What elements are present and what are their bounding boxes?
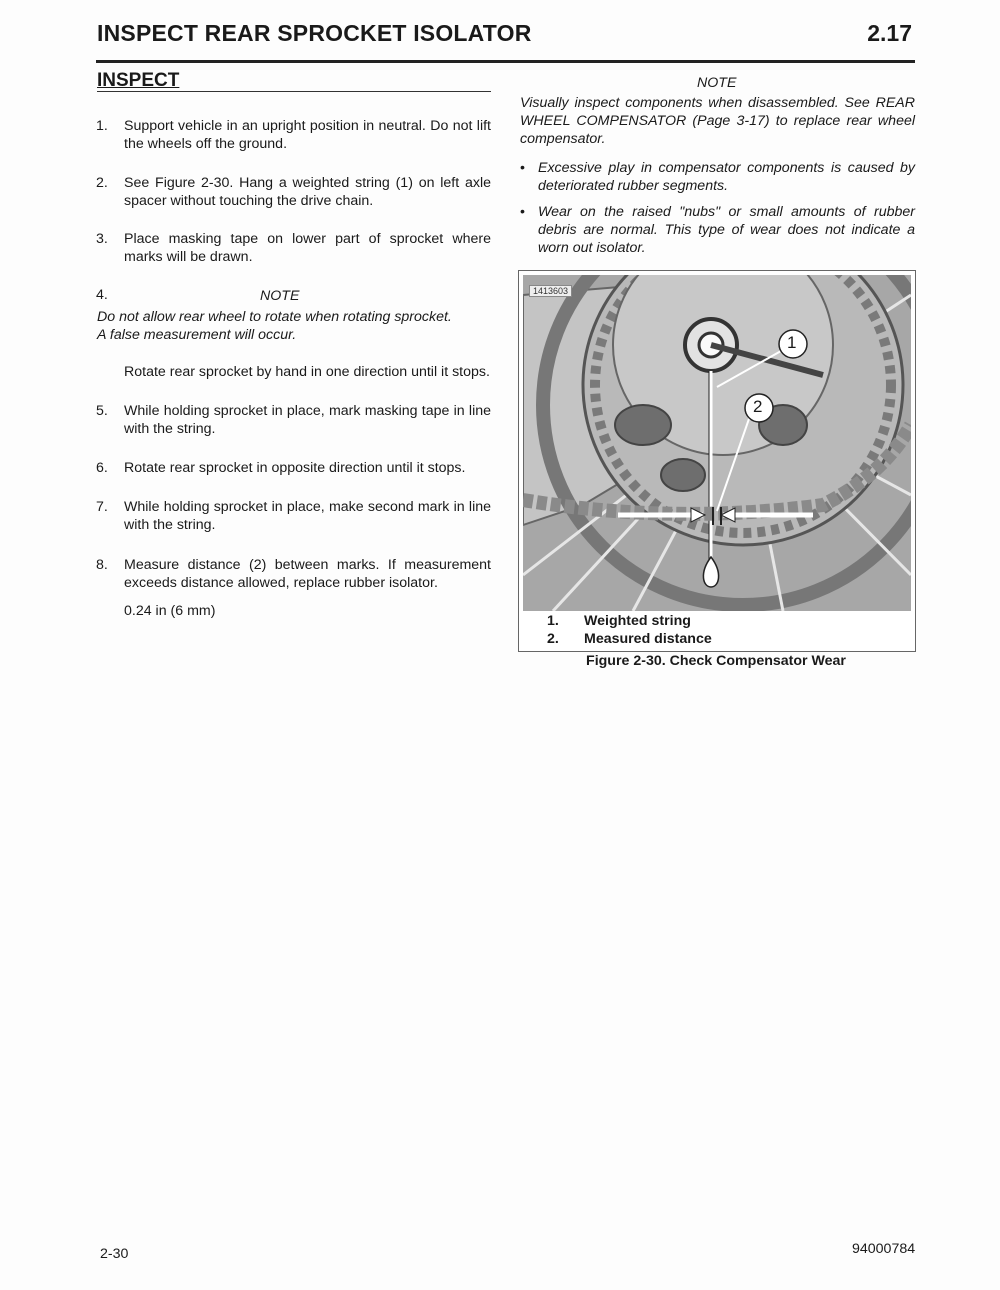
note-line: A false measurement will occur. (97, 327, 297, 343)
step-number: 5. (96, 403, 108, 419)
list-item (96, 117, 491, 153)
page-title: INSPECT REAR SPROCKET ISOLATOR (97, 20, 532, 46)
legend-number: 2. (547, 631, 559, 647)
list-item (96, 174, 491, 210)
figure-caption: Figure 2-30. Check Compensator Wear (586, 653, 846, 669)
section-number: 2.17 (867, 20, 912, 46)
callout-2: 2 (753, 397, 763, 416)
bullet-icon: • (520, 160, 525, 176)
page-number: 2-30 (100, 1246, 129, 1262)
step-text: Place masking tape on lower part of sprocket where marks will be drawn. (124, 231, 491, 265)
list-item (96, 402, 491, 438)
step-number: 6. (96, 460, 108, 476)
list-item (96, 556, 491, 592)
section-divider (97, 91, 491, 92)
step-number: 2. (96, 175, 108, 191)
list-item (520, 203, 915, 257)
callout-1: 1 (787, 333, 797, 352)
step-number: 8. (96, 557, 108, 573)
step-text: Rotate rear sprocket by hand in one direction until it stops. (124, 364, 490, 380)
bullet-text: Excessive play in compensator components is caused by deteriorated rubber segments. (538, 160, 915, 194)
legend-label: Measured distance (584, 631, 712, 647)
step-text: Measure distance (2) between marks. If measurement exceeds distance allowed, replace rubber isolator. (124, 557, 491, 591)
step-number: 3. (96, 231, 108, 247)
list-item (520, 159, 915, 195)
note-text (97, 308, 497, 344)
note-heading: NOTE (260, 288, 300, 304)
step-text: Support vehicle in an upright position in neutral. Do not lift the wheels off the ground. (124, 118, 491, 152)
figure-illustration (523, 275, 911, 611)
list-item (96, 230, 491, 266)
spec-value: 0.24 in (6 mm) (124, 603, 216, 619)
figure (518, 270, 916, 652)
document-number: 94000784 (852, 1241, 916, 1257)
note-text: Visually inspect components when disassembled. See REAR WHEEL COMPENSATOR (Page 3-17) to replace rear wheel compensator. (520, 95, 915, 147)
bullet-icon: • (520, 204, 525, 220)
legend-label: Weighted string (584, 613, 691, 629)
image-id: 1413603 (529, 285, 572, 297)
step-text: While holding sprocket in place, mark masking tape in line with the string. (124, 403, 491, 437)
note-line: Do not allow rear wheel to rotate when rotating sprocket. (97, 309, 452, 325)
step-number: 7. (96, 499, 108, 515)
legend-number: 1. (547, 613, 559, 629)
note-heading: NOTE (697, 75, 737, 91)
section-heading: INSPECT (97, 70, 180, 91)
list-item (96, 498, 491, 534)
bullet-text: Wear on the raised "nubs" or small amounts of rubber debris are normal. This type of wear does not indicate a worn out isolator. (538, 204, 915, 256)
step-text: While holding sprocket in place, make second mark in line with the string. (124, 499, 491, 533)
step-number: 1. (96, 118, 108, 134)
list-item (96, 459, 491, 477)
header-divider (96, 60, 915, 63)
step-number: 4. (96, 287, 108, 303)
sprocket-illustration (523, 275, 911, 611)
list-item (96, 363, 491, 381)
step-text: Rotate rear sprocket in opposite direction until it stops. (124, 460, 466, 476)
step-text: See Figure 2-30. Hang a weighted string (1) on left axle spacer without touching the drive chain. (124, 175, 491, 209)
